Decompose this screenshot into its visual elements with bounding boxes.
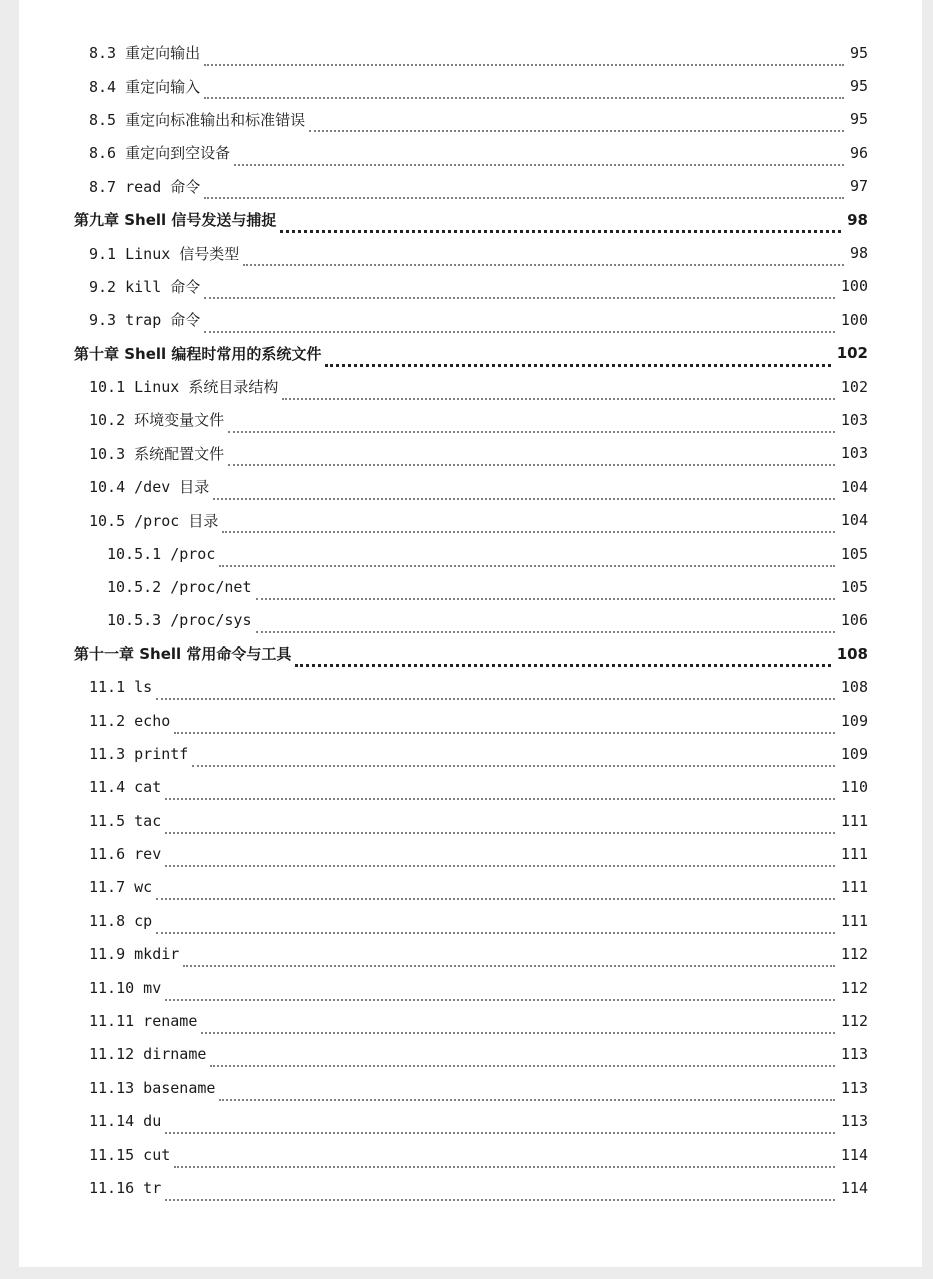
toc-entry-title: 8.7 read 命令: [89, 177, 201, 196]
dot-leader: [256, 615, 835, 633]
toc-section-entry[interactable]: [19, 1171, 922, 1204]
toc-entry-page-number: 103: [840, 444, 868, 463]
dot-leader: [219, 1083, 834, 1101]
dot-leader: [174, 1150, 835, 1168]
toc-entry-title: 11.15 cut: [89, 1145, 171, 1164]
toc-entry-page-number: 97: [849, 177, 868, 196]
toc-section-entry[interactable]: [19, 403, 922, 436]
dot-leader: [213, 482, 835, 500]
dot-leader: [165, 849, 835, 867]
dot-leader: [156, 916, 835, 934]
toc-entry-page-number: 113: [840, 1045, 868, 1064]
toc-entry-page-number: 95: [849, 110, 868, 129]
toc-subsubsection-entry[interactable]: [19, 604, 922, 637]
toc-entry-title: 8.4 重定向输入: [89, 77, 201, 96]
toc-entry-title: 11.14 du: [89, 1112, 162, 1131]
toc-entry-title: 第十一章 Shell 常用命令与工具: [74, 645, 292, 664]
toc-section-entry[interactable]: [19, 470, 922, 503]
toc-section-entry[interactable]: [19, 737, 922, 770]
dot-leader: [204, 48, 844, 66]
toc-section-entry[interactable]: [19, 69, 922, 102]
toc-entry-page-number: 95: [849, 77, 868, 96]
dot-leader: [228, 448, 835, 466]
toc-entry-page-number: 105: [840, 577, 868, 596]
toc-entry-page-number: 112: [840, 1012, 868, 1031]
toc-section-entry[interactable]: [19, 36, 922, 69]
toc-entry-title: 9.2 kill 命令: [89, 277, 201, 296]
toc-entry-page-number: 111: [840, 845, 868, 864]
dot-leader: [192, 749, 835, 767]
toc-entry-title: 11.7 wc: [89, 878, 153, 897]
toc-entry-title: 11.3 printf: [89, 744, 189, 763]
toc-entry-title: 11.11 rename: [89, 1012, 198, 1031]
toc-entry-title: 9.1 Linux 信号类型: [89, 244, 240, 263]
toc-entry-page-number: 102: [836, 344, 868, 363]
dot-leader: [309, 114, 844, 132]
toc-section-entry[interactable]: [19, 270, 922, 303]
toc-subsubsection-entry[interactable]: [19, 570, 922, 603]
toc-entry-page-number: 96: [849, 143, 868, 162]
toc-entry-title: 11.2 echo: [89, 711, 171, 730]
toc-entry-title: 11.5 tac: [89, 811, 162, 830]
toc-entry-page-number: 108: [840, 678, 868, 697]
dot-leader: [183, 949, 835, 967]
toc-entry-title: 10.1 Linux 系统目录结构: [89, 378, 279, 397]
toc-section-entry[interactable]: [19, 370, 922, 403]
toc-entry-title: 10.5.1 /proc: [107, 544, 216, 563]
toc-entry-title: 8.6 重定向到空设备: [89, 144, 231, 163]
dot-leader: [256, 582, 835, 600]
toc-section-entry[interactable]: [19, 236, 922, 269]
toc-entry-title: 11.8 cp: [89, 911, 153, 930]
dot-leader: [165, 782, 835, 800]
toc-entry-title: 8.3 重定向输出: [89, 44, 201, 63]
toc-entry-title: 11.16 tr: [89, 1178, 162, 1197]
toc-subsubsection-entry[interactable]: [19, 537, 922, 570]
dot-leader: [165, 1116, 835, 1134]
toc-entry-page-number: 105: [840, 544, 868, 563]
toc-entry-title: 8.5 重定向标准输出和标准错误: [89, 110, 306, 129]
dot-leader: [210, 1049, 835, 1067]
toc-entry-title: 第九章 Shell 信号发送与捕捉: [74, 211, 277, 230]
toc-entry-title: 10.5.2 /proc/net: [107, 577, 252, 596]
dot-leader: [204, 281, 835, 299]
toc-section-entry[interactable]: [19, 704, 922, 737]
toc-entry-page-number: 98: [849, 244, 868, 263]
toc-section-entry[interactable]: [19, 1004, 922, 1037]
dot-leader: [201, 1016, 835, 1034]
dot-leader: [325, 348, 830, 367]
toc-section-entry[interactable]: [19, 1071, 922, 1104]
toc-entry-page-number: 104: [840, 511, 868, 530]
toc-entry-page-number: 112: [840, 978, 868, 997]
toc-entry-title: 11.12 dirname: [89, 1045, 207, 1064]
toc-entry-page-number: 113: [840, 1112, 868, 1131]
toc-entry-title: 9.3 trap 命令: [89, 311, 201, 330]
dot-leader: [228, 415, 835, 433]
toc-section-entry[interactable]: [19, 938, 922, 971]
toc-entry-title: 11.10 mv: [89, 978, 162, 997]
toc-section-entry[interactable]: [19, 670, 922, 703]
toc-section-entry[interactable]: [19, 871, 922, 904]
dot-leader: [295, 648, 830, 667]
toc-section-entry[interactable]: [19, 804, 922, 837]
toc-entry-page-number: 114: [840, 1145, 868, 1164]
toc-chapter-entry[interactable]: [19, 637, 922, 670]
toc-entry-page-number: 103: [840, 410, 868, 429]
toc-entry-page-number: 109: [840, 711, 868, 730]
table-of-contents: [19, 36, 922, 1205]
toc-entry-page-number: 112: [840, 945, 868, 964]
toc-entry-page-number: 100: [840, 277, 868, 296]
toc-entry-page-number: 111: [840, 811, 868, 830]
toc-section-entry[interactable]: [19, 170, 922, 203]
dot-leader: [243, 248, 844, 266]
toc-entry-page-number: 108: [836, 644, 868, 663]
toc-section-entry[interactable]: [19, 971, 922, 1004]
toc-entry-title: 11.13 basename: [89, 1078, 216, 1097]
dot-leader: [204, 81, 844, 99]
dot-leader: [156, 882, 835, 900]
dot-leader: [165, 983, 835, 1001]
toc-entry-page-number: 111: [840, 878, 868, 897]
dot-leader: [219, 549, 835, 567]
toc-entry-title: 第十章 Shell 编程时常用的系统文件: [74, 344, 322, 363]
toc-entry-page-number: 95: [849, 43, 868, 62]
toc-entry-page-number: 104: [840, 477, 868, 496]
toc-entry-page-number: 114: [840, 1178, 868, 1197]
toc-section-entry[interactable]: [19, 437, 922, 470]
dot-leader: [165, 1183, 835, 1201]
toc-section-entry[interactable]: [19, 503, 922, 536]
dot-leader: [282, 382, 835, 400]
toc-chapter-entry[interactable]: [19, 337, 922, 370]
toc-entry-page-number: 109: [840, 744, 868, 763]
toc-section-entry[interactable]: [19, 1105, 922, 1138]
toc-section-entry[interactable]: [19, 136, 922, 169]
dot-leader: [280, 214, 841, 233]
toc-entry-title: 11.1 ls: [89, 678, 153, 697]
dot-leader: [234, 148, 844, 166]
dot-leader: [204, 315, 835, 333]
dot-leader: [204, 181, 844, 199]
toc-section-entry[interactable]: [19, 837, 922, 870]
toc-entry-page-number: 113: [840, 1078, 868, 1097]
toc-section-entry[interactable]: [19, 904, 922, 937]
toc-section-entry[interactable]: [19, 771, 922, 804]
toc-entry-page-number: 110: [840, 778, 868, 797]
toc-entry-title: 10.4 /dev 目录: [89, 478, 210, 497]
toc-entry-title: 10.3 系统配置文件: [89, 444, 225, 463]
toc-entry-title: 10.2 环境变量文件: [89, 411, 225, 430]
toc-entry-title: 10.5 /proc 目录: [89, 511, 219, 530]
toc-entry-title: 10.5.3 /proc/sys: [107, 611, 252, 630]
dot-leader: [174, 716, 835, 734]
toc-section-entry[interactable]: [19, 1138, 922, 1171]
toc-entry-page-number: 106: [840, 611, 868, 630]
toc-chapter-entry[interactable]: [19, 203, 922, 236]
toc-section-entry[interactable]: [19, 1038, 922, 1071]
toc-entry-title: 11.4 cat: [89, 778, 162, 797]
toc-section-entry[interactable]: [19, 103, 922, 136]
document-page: [19, 0, 922, 1267]
toc-entry-page-number: 98: [847, 210, 868, 229]
dot-leader: [156, 682, 835, 700]
toc-entry-title: 11.6 rev: [89, 845, 162, 864]
dot-leader: [165, 816, 835, 834]
toc-section-entry[interactable]: [19, 303, 922, 336]
dot-leader: [222, 515, 835, 533]
toc-entry-page-number: 111: [840, 911, 868, 930]
toc-entry-title: 11.9 mkdir: [89, 945, 180, 964]
toc-entry-page-number: 100: [840, 310, 868, 329]
toc-entry-page-number: 102: [840, 377, 868, 396]
